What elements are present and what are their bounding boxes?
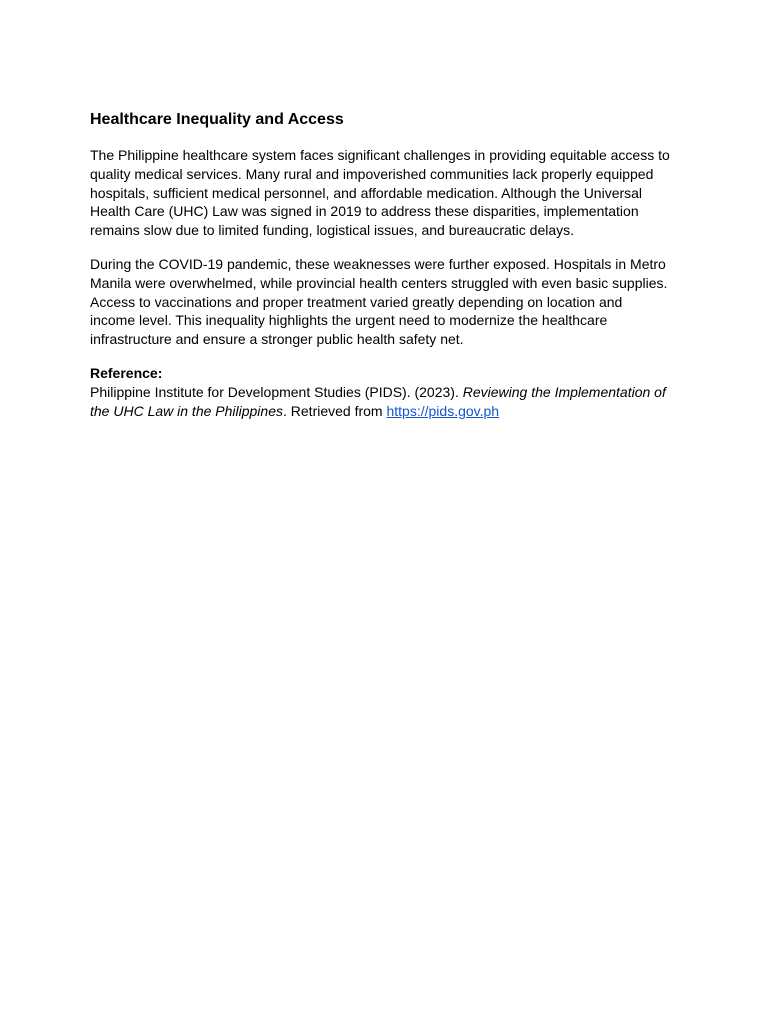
document-title: Healthcare Inequality and Access [90,111,344,128]
reference-author-year: Philippine Institute for Development Studies (PIDS). (2023). [90,383,463,400]
document-page [90,110,670,420]
reference-retrieved-text: . Retrieved from [283,402,387,419]
paragraph-healthcare-system: The Philippine healthcare system faces significant challenges in providing equitable access to quality medical services. Many rural and impoverished communities lack properly equipped hospitals, sufficient medical personnel, and affordable medication. Although the Universal Health Care (UHC) Law was signed in 2019 to address these disparities, implementation remains slow due to limited funding, logistical issues, and bureaucratic delays. [90,147,670,239]
reference-heading: Reference: [90,364,163,381]
reference-citation [90,383,670,421]
paragraph-covid-pandemic: During the COVID-19 pandemic, these weaknesses were further exposed. Hospitals in Metro Manila were overwhelmed, while provincial health centers struggled with even basic supplies. Access to vaccinations and proper treatment varied greatly depending on location and income level. This inequality highlights the urgent need to modernize the healthcare infrastructure and ensure a stronger public health safety net. [90,255,668,348]
reference-link[interactable]: https://pids.gov.ph [386,402,500,419]
reference-work-title: Reviewing the Implementation of the UHC Law in the Philippines [90,383,666,419]
